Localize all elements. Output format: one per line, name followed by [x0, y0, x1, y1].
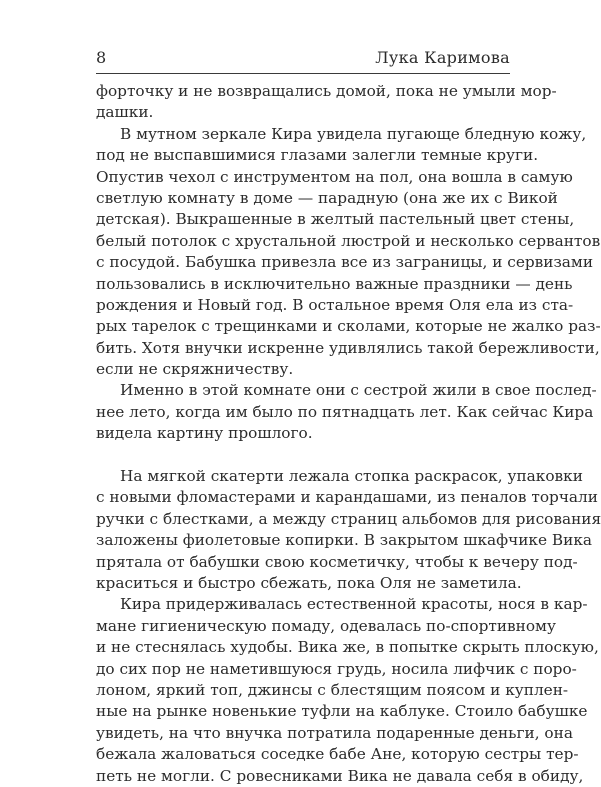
text-line: ручки с блестками, а между страниц альбомов для рисования: [96, 509, 601, 528]
text-line: если не скряжничеству.: [96, 360, 294, 379]
text-line: рождения и Новый год. В остальное время Оля ела из ста-: [96, 295, 574, 314]
text-line: заложены фиолетовые копирки. В закрытом шкафчике Вика: [96, 531, 593, 550]
text-line: рых тарелок с трещинками и сколами, которые не жалко раз-: [96, 317, 601, 336]
text-line: ные на рынке новенькие туфли на каблуке. Стоило бабушке: [96, 702, 588, 721]
text-line: пользовались в исключительно важные праздники — день: [96, 274, 573, 293]
paragraph: [96, 124, 601, 381]
text-line: дашки.: [96, 103, 154, 122]
section-break: [96, 445, 510, 466]
text-line: мане гигиеническую помаду, одевалась по-спортивному: [96, 616, 556, 635]
text-line: Кира придерживалась естественной красоты, нося в кар-: [120, 595, 588, 614]
text-line: На мягкой скатерти лежала стопка раскрасок, упаковки: [120, 467, 583, 486]
text-line: с посудой. Бабушка привезла все из заграницы, и сервизами: [96, 253, 594, 272]
text-line: белый потолок с хрустальной люстрой и несколько сервантов: [96, 231, 601, 250]
text-line: бить. Хотя внучки искренне удивлялись такой бережливости,: [96, 338, 600, 357]
running-header: [96, 48, 510, 72]
text-line: и не стеснялась худобы. Вика же, в попытке скрыть плоскую,: [96, 638, 599, 657]
text-line: видела картину прошлого.: [96, 424, 313, 443]
body-text: [96, 81, 601, 787]
paragraph: [96, 594, 599, 787]
text-line: прятала от бабушки свою косметичку, чтобы к вечеру под-: [96, 552, 578, 571]
text-line: Именно в этой комнате они с сестрой жили в свое послед-: [120, 381, 597, 400]
text-line: краситься и быстро сбежать, пока Оля не заметила.: [96, 573, 522, 592]
text-line: нее лето, когда им было по пятнадцать лет. Как сейчас Кира: [96, 402, 594, 421]
text-line: с новыми фломастерами и карандашами, из пеналов торчали: [96, 488, 598, 507]
text-line: петь не могли. С ровесниками Вика не давала себя в обиду,: [96, 766, 584, 785]
text-line: детская). Выкрашенные в желтый пастельный цвет стены,: [96, 210, 575, 229]
paragraph: [96, 380, 597, 444]
paragraph: [96, 81, 557, 124]
text-line: увидеть, на что внучка потратила подаренные деньги, она: [96, 723, 573, 742]
text-line: В мутном зеркале Кира увидела пугающе бледную кожу,: [120, 124, 587, 143]
header-rule: [96, 73, 510, 74]
text-line: бежала жаловаться соседке бабе Ане, которую сестры тер-: [96, 745, 579, 764]
text-line: лоном, яркий топ, джинсы с блестящим поясом и куплен-: [96, 680, 569, 699]
running-title: Лука Каримова: [375, 48, 510, 67]
text-line: под не выспавшимися глазами залегли темные круги.: [96, 146, 539, 165]
page-number: 8: [96, 48, 107, 67]
text-line: светлую комнату в доме — парадную (она же их с Викой: [96, 188, 558, 207]
paragraph: [96, 466, 601, 594]
text-line: форточку и не возвращались домой, пока не умыли мор-: [96, 82, 557, 100]
text-line: Опустив чехол с инструментом на пол, она вошла в самую: [96, 167, 573, 186]
text-line: до сих пор не наметившуюся грудь, носила лифчик с поро-: [96, 659, 577, 678]
